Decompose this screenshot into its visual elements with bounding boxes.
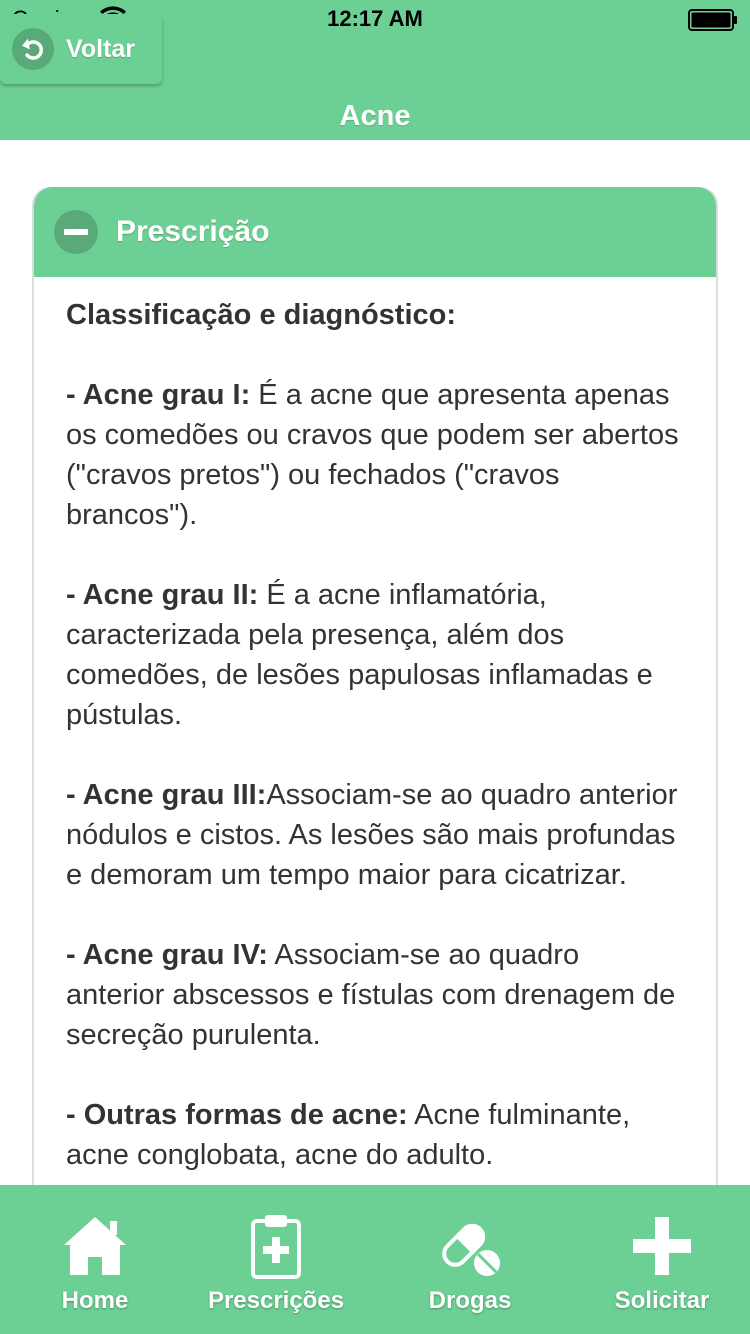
tab-prescricoes[interactable]	[196, 1185, 356, 1334]
home-icon	[60, 1213, 130, 1279]
pill-icon	[435, 1213, 505, 1279]
tab-home[interactable]	[35, 1185, 155, 1334]
plus-icon	[627, 1213, 697, 1279]
back-label: Voltar	[66, 34, 135, 63]
prescription-panel	[32, 187, 718, 1187]
grade-label: - Acne grau III:	[66, 779, 267, 811]
nav-bar	[0, 34, 750, 140]
battery-icon	[688, 9, 738, 31]
grade-label: - Acne grau IV:	[66, 939, 268, 971]
tab-label: Prescrições	[207, 1287, 345, 1314]
section-heading: Classificação e diagnóstico:	[66, 299, 457, 331]
grade-item-2	[66, 575, 684, 735]
collapse-minus-icon[interactable]	[54, 210, 98, 254]
tab-label: Drogas	[428, 1287, 512, 1314]
grade-item-1	[66, 375, 684, 535]
panel-header[interactable]	[34, 187, 716, 277]
tab-label: Home	[61, 1287, 129, 1314]
grade-label: - Acne grau I:	[66, 379, 251, 411]
tab-label: Solicitar	[614, 1287, 710, 1314]
tab-drogas[interactable]	[412, 1185, 528, 1334]
undo-arrow-icon	[12, 28, 54, 70]
clipboard-icon	[241, 1213, 311, 1279]
grade-text: É a acne que apresenta apenas os comedões ou cravos que podem ser abertos ("cravos pretos") ou fechados ("cravos brancos").	[66, 379, 679, 531]
grade-item-5	[66, 1095, 684, 1175]
panel-title: Prescrição	[116, 215, 270, 248]
page-title: Acne	[339, 100, 411, 132]
grade-text: Acne fulminante, acne conglobata, acne do adulto.	[66, 1099, 631, 1171]
grade-text: É a acne inflamatória, caracterizada pela presença, além dos comedões, de lesões papulosas inflamadas e pústulas.	[66, 579, 653, 731]
grade-item-3	[66, 775, 684, 895]
tab-bar	[0, 1185, 750, 1334]
grade-item-4	[66, 935, 684, 1055]
status-time: 12:17 AM	[327, 6, 423, 31]
grade-text: Associam-se ao quadro anterior abscessos e fístulas com drenagem de secreção purulenta.	[66, 939, 676, 1051]
back-button[interactable]	[0, 14, 162, 84]
tab-solicitar[interactable]	[600, 1185, 724, 1334]
grade-label: - Acne grau II:	[66, 579, 259, 611]
panel-body	[34, 277, 716, 1175]
grade-label: - Outras formas de acne:	[66, 1099, 408, 1131]
grade-text: Associam-se ao quadro anterior nódulos e cistos. As lesões são mais profundas e demoram um tempo maior para cicatrizar.	[66, 779, 678, 891]
